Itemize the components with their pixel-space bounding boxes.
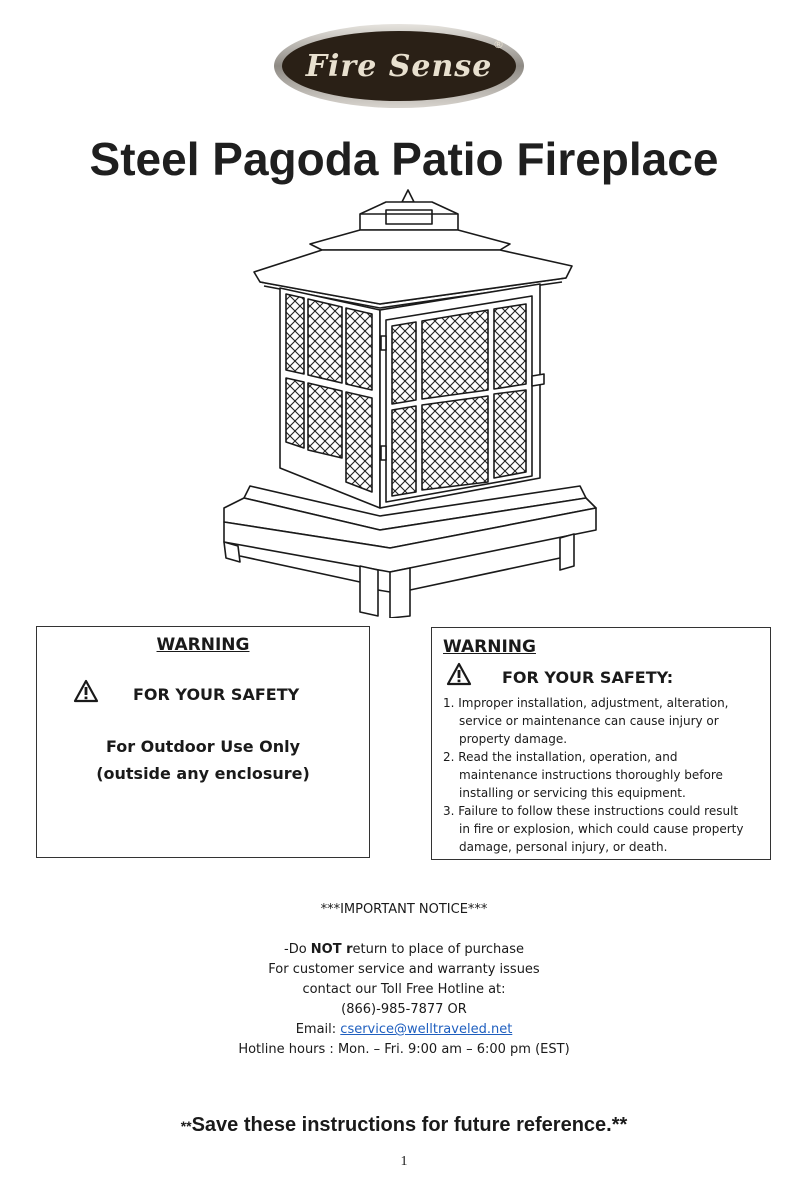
enclosure-line: (outside any enclosure) — [96, 764, 310, 783]
warning-box-outdoor — [36, 626, 370, 858]
warning-item-text: in fire or explosion, which could cause property — [459, 822, 744, 836]
warning-item-text: service or maintenance can cause injury or — [459, 714, 719, 728]
page-title: Steel Pagoda Patio Fireplace — [89, 133, 719, 185]
notice-text: eturn to place of purchase — [352, 942, 524, 957]
warning-heading: WARNING — [443, 637, 536, 657]
email-link[interactable]: cservice@welltraveled.net — [340, 1022, 513, 1037]
notice-emphasis: NOT — [310, 942, 342, 957]
warning-item-text: 2. Read the installation, operation, and — [443, 750, 678, 764]
brand-logo — [272, 22, 526, 110]
warning-item — [443, 802, 765, 856]
safety-label: FOR YOUR SAFETY: — [502, 668, 674, 687]
notice-emphasis: r — [341, 942, 353, 957]
warning-list — [443, 694, 765, 856]
warning-box-instructions — [431, 627, 771, 860]
registered-mark: ® — [493, 38, 504, 51]
warning-item-text: maintenance instructions thoroughly before — [459, 768, 723, 782]
stars-right: ** — [611, 1114, 628, 1136]
warning-item — [443, 694, 765, 748]
save-note-text: Save these instructions for future reference. — [191, 1114, 612, 1136]
fireplace-illustration — [210, 186, 600, 618]
warning-item — [443, 748, 765, 802]
warning-heading: WARNING — [156, 635, 250, 655]
notice-heading: ***IMPORTANT NOTICE*** — [320, 902, 488, 917]
notice-hours: Hotline hours : Mon. – Fri. 9:00 am – 6:00 pm (EST) — [238, 1042, 570, 1057]
logo-emblem — [272, 22, 526, 110]
warning-triangle-icon — [446, 662, 472, 686]
notice-return-line — [0, 942, 808, 957]
stars-left: ** — [180, 1118, 192, 1134]
warning-item-text: damage, personal injury, or death. — [459, 840, 668, 854]
email-label: Email: — [295, 1022, 341, 1037]
notice-service-line: For customer service and warranty issues — [268, 962, 540, 977]
safety-label: FOR YOUR SAFETY — [133, 685, 300, 704]
warning-triangle-icon — [73, 679, 99, 703]
notice-phone: (866)-985-7877 OR — [341, 1002, 467, 1017]
logo-wordmark: Fire Sense — [305, 48, 493, 84]
notice-text: -Do — [284, 942, 311, 957]
warning-item-text: installing or servicing this equipment. — [459, 786, 686, 800]
save-instructions-note — [0, 1114, 808, 1137]
outdoor-use-line: For Outdoor Use Only — [105, 737, 301, 756]
notice-hotline-line: contact our Toll Free Hotline at: — [302, 982, 506, 997]
warning-item-text: 3. Failure to follow these instructions could result — [443, 804, 739, 818]
warning-item-text: property damage. — [459, 732, 568, 746]
page-number: 1 — [400, 1154, 408, 1169]
warning-item-text: 1. Improper installation, adjustment, alteration, — [443, 696, 729, 710]
notice-email-line — [0, 1022, 808, 1037]
